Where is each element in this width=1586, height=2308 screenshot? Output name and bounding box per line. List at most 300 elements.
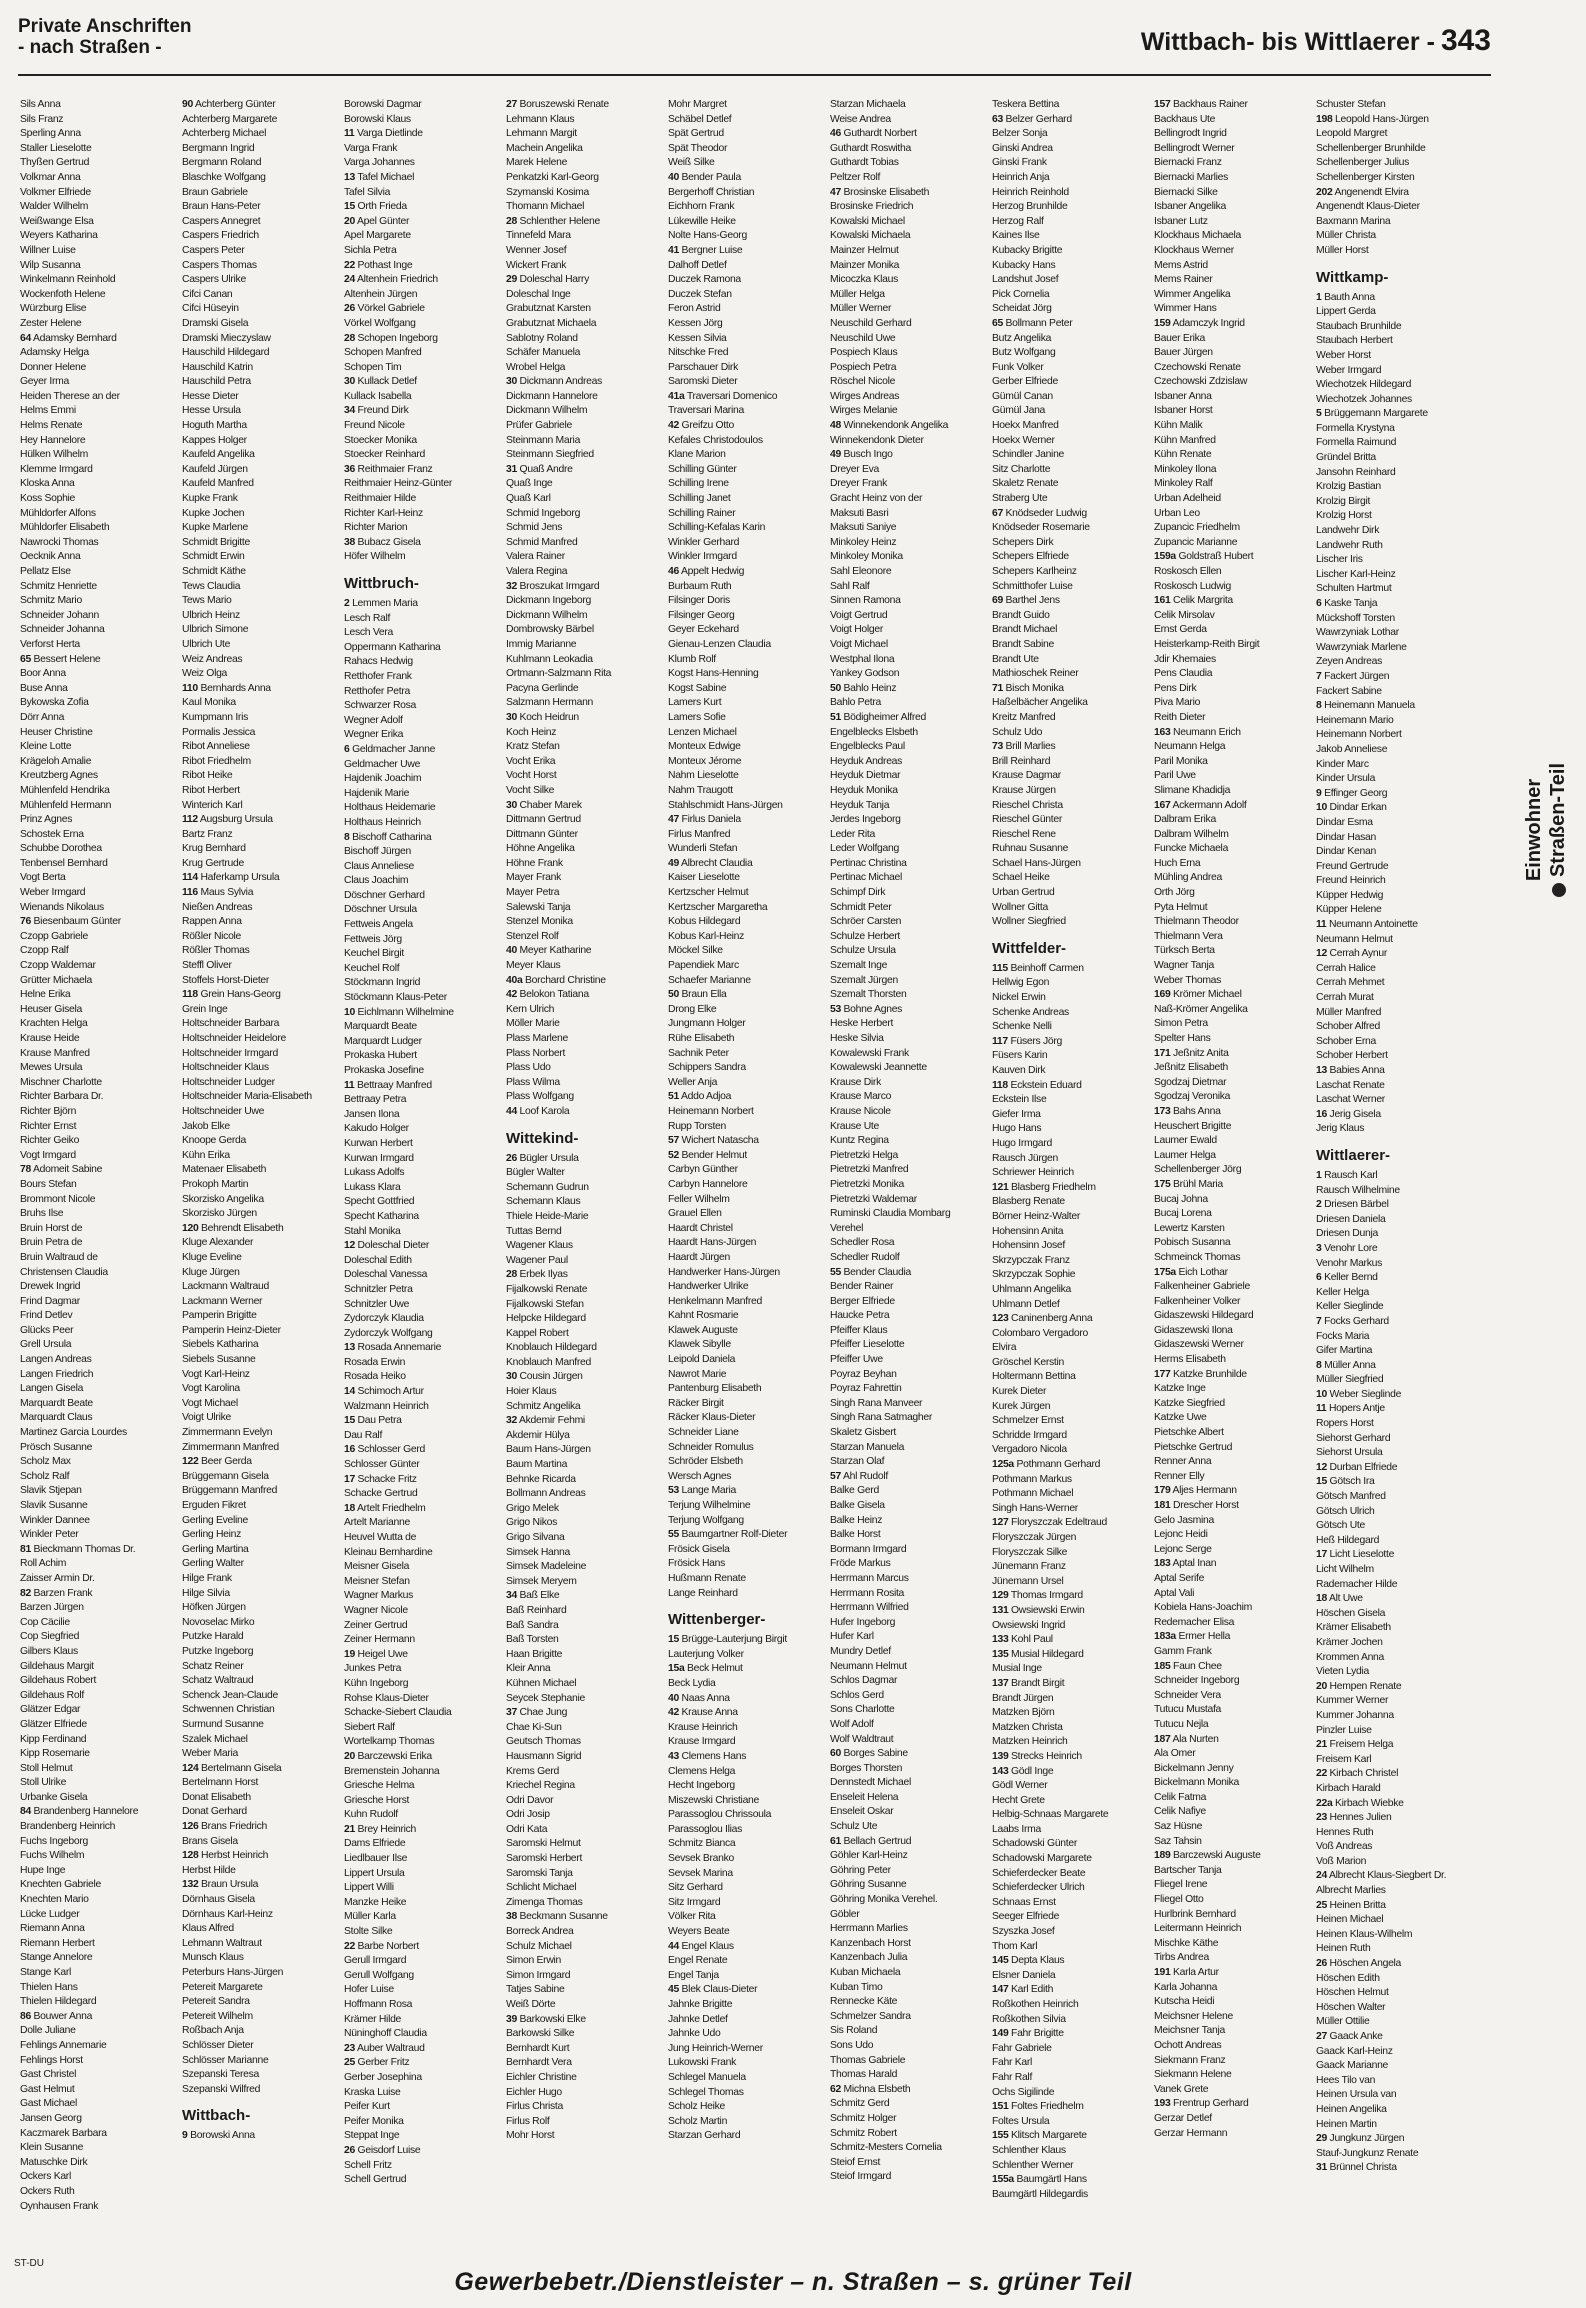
directory-entry: 30 Dickmann Andreas (506, 376, 602, 388)
directory-entry: 189 Barczewski Auguste (1154, 1850, 1261, 1862)
directory-entry: Schemann Klaus (506, 1196, 581, 1208)
directory-entry: Richter Ernst (20, 1120, 77, 1132)
directory-entry: Höschen Gisela (1316, 1607, 1386, 1619)
directory-entry: Lenzen Michael (668, 726, 737, 738)
directory-entry: Herrmann Wilfried (830, 1602, 909, 1614)
directory-entry: Jansen Ilona (344, 1108, 400, 1120)
directory-entry: Müller Siegfried (1316, 1374, 1384, 1386)
directory-entry: Kuhn Rudolf (344, 1809, 398, 1821)
directory-entry: 28 Schopen Ingeborg (344, 332, 438, 344)
directory-entry: Heinrich Anja (992, 171, 1050, 183)
directory-entry: Schmitz Holger (830, 2112, 897, 2124)
house-number: 55 (830, 1266, 841, 1278)
directory-entry: Kobiela Hans-Joachim (1154, 1602, 1252, 1614)
house-number: 169 (1154, 989, 1171, 1001)
directory-entry: Heinen Michael (1316, 1914, 1384, 1926)
directory-entry: Krachten Helga (20, 1018, 88, 1030)
directory-entry: 131 Owsiewski Erwin (992, 1604, 1085, 1616)
directory-entry: 175 Brühl Maria (1154, 1178, 1223, 1190)
directory-entry: Schmelzer Ernst (992, 1415, 1064, 1427)
directory-entry: Voß Andreas (1316, 1841, 1373, 1853)
directory-entry: Carbyn Hannelore (668, 1178, 748, 1190)
directory-entry: Siebels Susanne (182, 1354, 256, 1366)
directory-entry: Slavik Susanne (20, 1500, 88, 1511)
directory-entry: Meisner Gisela (344, 1561, 410, 1573)
directory-entry: Gamm Frank (1154, 1645, 1212, 1657)
house-number: 53 (830, 1003, 841, 1015)
directory-entry: Redemacher Elisa (1154, 1616, 1235, 1628)
directory-entry: 122 Beer Gerda (182, 1456, 252, 1468)
house-number: 116 (182, 887, 198, 899)
directory-entry: Klawek Sibylle (668, 1339, 731, 1351)
directory-entry: 81 Bieckmann Thomas Dr. (20, 1543, 136, 1555)
directory-entry: 78 Adomeit Sabine (20, 1164, 103, 1176)
directory-entry: Weise Andrea (830, 113, 891, 125)
directory-entry: Schulz Michael (506, 1940, 572, 1952)
directory-entry: 118 Grein Hans-Georg (182, 989, 281, 1001)
directory-entry: Thielen Hildegard (20, 1996, 97, 2008)
directory-entry: Schael Hans-Jürgen (992, 857, 1081, 869)
directory-entry: Räcker Birgit (668, 1397, 724, 1409)
directory-entry: Matuschke Dirk (20, 2156, 88, 2168)
house-number: 24 (1316, 1870, 1327, 1882)
directory-entry: Kaiser Lieselotte (668, 872, 740, 884)
directory-entry: Hohensinn Anita (992, 1225, 1064, 1237)
house-number: 57 (830, 1470, 841, 1482)
directory-entry: 135 Musial Hildegard (992, 1648, 1084, 1660)
directory-entry: Weber Irmgard (20, 887, 86, 899)
directory-entry: Hauschild Petra (182, 376, 251, 388)
directory-entry: 26 Höschen Angela (1316, 1958, 1402, 1970)
house-number: 30 (506, 376, 517, 388)
directory-entry: Slavik Stjepan (20, 1485, 82, 1497)
directory-entry: Liedlbauer Ilse (344, 1853, 408, 1865)
directory-entry: Kurwan Irmgard (344, 1152, 414, 1164)
directory-entry: Holtschneider Irmgard (182, 1047, 278, 1059)
directory-entry: 47 Firlus Daniela (668, 814, 741, 826)
directory-entry: Schopen Manfred (344, 347, 422, 359)
directory-entry: Biernacki Silke (1154, 186, 1218, 198)
directory-entry: Gerzar Hermann (1154, 2127, 1228, 2139)
directory-entry: 202 Angenendt Elvira (1316, 186, 1409, 198)
directory-entry: Giefer Irma (992, 1108, 1041, 1120)
directory-entry: Krug Gertrude (182, 857, 244, 869)
directory-entry: Helpcke Hildegard (506, 1313, 586, 1325)
directory-entry: Kloska Anna (20, 478, 75, 490)
house-number: 38 (506, 1911, 517, 1923)
directory-entry: Krolzig Birgit (1316, 495, 1371, 507)
directory-entry: Tafel Silvia (344, 186, 391, 198)
directory-entry: Kleinau Bernhardine (344, 1546, 433, 1558)
directory-entry: Sils Anna (20, 99, 61, 110)
directory-entry: Laschat Renate (1316, 1079, 1385, 1091)
house-number: 15 (668, 1634, 679, 1646)
directory-entry: Holthaus Heidemarie (344, 802, 436, 814)
directory-entry: Krause Manfred (20, 1047, 90, 1059)
house-number: 129 (992, 1590, 1009, 1602)
directory-entry: Baum Hans-Jürgen (506, 1444, 591, 1456)
directory-entry: 26 Bügler Ursula (506, 1152, 579, 1164)
directory-entry: Neumann Helmut (830, 1660, 907, 1672)
directory-entry: Winterich Karl (182, 799, 243, 811)
house-number: 61 (830, 1835, 841, 1847)
directory-entry: Gerzar Detlef (1154, 2112, 1212, 2124)
street-heading: Wittkamp- (1316, 268, 1389, 286)
directory-entry: Wolf Adolf (830, 1718, 874, 1730)
directory-entry: Richter Barbara Dr. (20, 1091, 104, 1103)
directory-entry: Borreck Andrea (506, 1926, 574, 1938)
directory-entry: Winkler Peter (20, 1529, 79, 1541)
house-number: 29 (1316, 2133, 1327, 2145)
directory-entry: Hees Tilo van (1316, 2074, 1376, 2086)
house-number: 114 (182, 872, 198, 884)
directory-entry: Simon Erwin (506, 1955, 562, 1967)
directory-entry: Schael Heike (992, 872, 1050, 884)
directory-entry: Freund Gertrude (1316, 860, 1389, 872)
directory-entry: Borowski Klaus (344, 113, 411, 125)
directory-entry: Lackmann Werner (182, 1295, 263, 1307)
directory-entry: Hupe Inge (20, 1864, 66, 1876)
directory-entry: Roßkothen Heinrich (992, 1999, 1079, 2010)
directory-entry: Parassoglou Ilias (668, 1823, 743, 1835)
directory-entry: Willner Luise (20, 244, 76, 256)
directory-entry: Schmidt Erwin (182, 551, 245, 563)
house-number: 13 (344, 171, 355, 183)
directory-entry: Dickmann Hannelore (506, 390, 598, 402)
directory-entry: Kessen Silvia (668, 332, 727, 344)
directory-entry: Jahnke Udo (668, 2028, 721, 2040)
directory-entry: Langen Andreas (20, 1354, 92, 1366)
directory-entry: Enseleit Helena (830, 1791, 899, 1803)
directory-entry: Höhne Angelika (506, 843, 575, 855)
house-number: 1 (1316, 291, 1322, 303)
directory-entry: Erguden Fikret (182, 1500, 246, 1511)
directory-entry: 86 Bouwer Anna (20, 2010, 93, 2022)
directory-entry: Walder Wilhelm (20, 201, 89, 213)
house-number: 16 (1316, 1108, 1327, 1120)
directory-entry: Eichhorn Frank (668, 201, 735, 213)
directory-entry: 61 Bellach Gertrud (830, 1835, 912, 1847)
directory-entry: 50 Bahlo Heinz (830, 682, 897, 694)
house-number: 117 (992, 1035, 1008, 1047)
house-number: 49 (830, 449, 841, 461)
directory-entry: Tews Claudia (182, 580, 241, 592)
directory-entry: 13 Tafel Michael (344, 171, 415, 183)
directory-entry: Hurlbrink Bernhard (1154, 1908, 1236, 1920)
directory-entry: Dolle Juliane (20, 2025, 76, 2037)
directory-entry: Haardt Christel (668, 1222, 733, 1234)
directory-entry: Mathioschek Reiner (992, 668, 1079, 680)
directory-entry: Katzke Siegfried (1154, 1397, 1225, 1409)
directory-entry: Lange Reinhard (668, 1587, 738, 1599)
directory-entry: 30 Cousin Jürgen (506, 1371, 583, 1383)
directory-entry: Richter Marion (344, 522, 408, 534)
house-number: 10 (1316, 1388, 1327, 1400)
directory-entry: Jakob Elke (182, 1120, 230, 1132)
directory-entry: Terjung Wolfgang (668, 1514, 744, 1526)
directory-entry: Fahr Karl (992, 2057, 1033, 2069)
directory-entry: Stange Karl (20, 1967, 71, 1978)
directory-entry: Herzog Ralf (992, 215, 1044, 227)
directory-entry: Wagner Tanja (1154, 960, 1214, 972)
directory-entry: Pietschke Albert (1154, 1427, 1224, 1439)
directory-entry: Tutucu Mustafa (1154, 1704, 1222, 1716)
directory-entry: Floryszczak Jürgen (992, 1532, 1077, 1543)
directory-entry: Holtschneider Uwe (182, 1105, 265, 1117)
directory-entry: Westphal Ilona (830, 653, 895, 665)
directory-entry: Jeßnitz Elisabeth (1154, 1062, 1229, 1074)
directory-entry: Schober Herbert (1316, 1050, 1388, 1062)
house-number: 12 (344, 1240, 355, 1252)
side-label-line1: Einwohner (1523, 778, 1545, 882)
directory-entry: 63 Belzer Gerhard (992, 113, 1072, 125)
directory-entry: Dramski Mieczyslaw (182, 332, 271, 344)
directory-entry: 15 Dau Petra (344, 1415, 402, 1427)
directory-entry: Lejonc Heidi (1154, 1529, 1208, 1541)
directory-entry: 51 Addo Adjoa (668, 1091, 732, 1103)
directory-entry: Klumb Rolf (668, 653, 716, 665)
directory-entry: 10 Eichlmann Wilhelmine (344, 1006, 454, 1018)
directory-entry: Fuchs Wilhelm (20, 1850, 85, 1862)
directory-entry: Weißwange Elsa (20, 215, 94, 227)
directory-entry: Grütter Michaela (20, 974, 93, 986)
directory-entry: Heinen Ruth (1316, 1943, 1371, 1955)
directory-entry: Nawrot Marie (668, 1368, 727, 1380)
directory-entry: Balke Gerd (830, 1485, 879, 1497)
directory-entry: Kipp Ferdinand (20, 1733, 87, 1745)
directory-entry: 69 Barthel Jens (992, 595, 1060, 607)
directory-entry: 183a Ermer Hella (1154, 1631, 1231, 1643)
directory-entry: 76 Biesenbaum Günter (20, 916, 121, 928)
directory-entry: Röschel Nicole (830, 376, 896, 388)
directory-entry: Herrmann Rosita (830, 1587, 905, 1599)
directory-entry: Retthofer Petra (344, 685, 410, 697)
directory-entry: Holtschneider Maria-Elisabeth (182, 1091, 312, 1103)
directory-entry: Hilge Silvia (182, 1587, 230, 1599)
directory-entry: Caspers Friedrich (182, 230, 259, 242)
directory-entry: Schilling Günter (668, 463, 737, 475)
directory-entry: 151 Foltes Friedhelm (992, 2101, 1084, 2113)
house-number: 143 (992, 1765, 1009, 1777)
house-number: 25 (344, 2057, 355, 2069)
directory-entry: Bettraay Petra (344, 1094, 407, 1106)
directory-entry: Staubach Herbert (1316, 335, 1393, 347)
directory-entry: Schlegel Thomas (668, 2086, 744, 2098)
house-number: 15 (1316, 1476, 1327, 1488)
directory-entry: 65 Bollmann Peter (992, 317, 1073, 329)
directory-entry: Engelblecks Elsbeth (830, 726, 918, 738)
directory-entry: Haardt Jürgen (668, 1251, 730, 1263)
directory-entry: Krause Ute (830, 1120, 879, 1132)
directory-entry: Petereit Wilhelm (182, 2010, 253, 2022)
directory-entry: 29 Jungkunz Jürgen (1316, 2133, 1405, 2145)
directory-entry: Brüggemann Gisela (182, 1470, 269, 1482)
directory-entry: Kaufeld Angelika (182, 449, 255, 461)
directory-entry: Sachnik Peter (668, 1047, 729, 1059)
directory-entry: Guthardt Tobias (830, 157, 899, 169)
directory-entry: 60 Borges Sabine (830, 1748, 908, 1760)
directory-entry: Szemalt Jürgen (830, 974, 898, 986)
directory-entry: Ochs Sigilinde (992, 2086, 1055, 2098)
directory-entry: Singh Rana Satmagher (830, 1412, 933, 1424)
directory-entry: Czopp Ralf (20, 945, 69, 957)
house-number: 122 (182, 1456, 199, 1468)
directory-entry: Belzer Sonja (992, 128, 1048, 140)
directory-entry: 10 Dindar Erkan (1316, 802, 1387, 814)
directory-entry: Laabs Irma (992, 1823, 1041, 1835)
directory-entry: 121 Blasberg Friedhelm (992, 1181, 1096, 1193)
directory-entry: Schnitzler Uwe (344, 1298, 410, 1310)
directory-entry: Handwerker Hans-Jürgen (668, 1266, 780, 1278)
directory-entry: Dörr Anna (20, 711, 65, 723)
directory-entry: Jünemann Franz (992, 1561, 1066, 1573)
directory-entry: Vergadoro Nicola (992, 1444, 1067, 1456)
directory-entry: Pfeiffer Klaus (830, 1324, 888, 1336)
directory-entry: Urban Adelheid (1154, 493, 1221, 505)
directory-entry: Sevsek Branko (668, 1853, 734, 1865)
house-number: 139 (992, 1750, 1009, 1762)
directory-entry: 15 Brügge-Lauterjung Birgit (668, 1634, 787, 1646)
directory-entry: Landshut Josef (992, 274, 1059, 286)
directory-entry: Duczek Stefan (668, 288, 732, 300)
directory-entry: Cifci Canan (182, 288, 233, 300)
house-number: 10 (344, 1006, 355, 1018)
directory-entry: Weber Horst (1316, 349, 1371, 361)
directory-entry: 39 Barkowski Elke (506, 2013, 586, 2025)
directory-entry: Schadowski Günter (992, 1838, 1077, 1850)
directory-entry: Dickmann Ingeborg (506, 595, 592, 607)
directory-entry: Vogt Irmgard (20, 1149, 76, 1161)
directory-entry: Keller Helga (1316, 1286, 1370, 1298)
directory-entry: Scholz Ralf (20, 1470, 70, 1482)
directory-entry: Ochott Andreas (1154, 2039, 1222, 2051)
directory-entry: Engel Tanja (668, 1969, 719, 1981)
directory-entry: Cop Cäcilie (20, 1616, 70, 1628)
directory-entry: Wagener Paul (506, 1254, 568, 1266)
directory-entry: Wickert Frank (506, 259, 567, 271)
directory-entry: Stolte Silke (344, 1926, 393, 1938)
directory-entry: Dams Elfriede (344, 1838, 406, 1850)
directory-entry: Kühn Malik (1154, 420, 1203, 432)
directory-entry: Adamsky Helga (20, 347, 89, 359)
directory-entry: Verehel (830, 1222, 864, 1234)
directory-entry: 8 Bischoff Catharina (344, 831, 432, 843)
directory-entry: Saromski Tanja (506, 1867, 573, 1879)
directory-entry: Bickelmann Jenny (1154, 1762, 1234, 1774)
directory-entry: Heisterkamp-Reith Birgit (1154, 638, 1260, 650)
directory-entry: 44 Loof Karola (506, 1105, 570, 1117)
directory-entry: Pyta Helmut (1154, 901, 1208, 913)
directory-entry: Elsner Daniela (992, 1969, 1056, 1981)
directory-entry: Simsek Hanna (506, 1546, 570, 1558)
directory-entry: Fliegel Otto (1154, 1894, 1204, 1906)
house-number: 163 (1154, 726, 1171, 738)
directory-entry: Heuschert Brigitte (1154, 1120, 1232, 1132)
directory-entry: 13 Rosada Annemarie (344, 1342, 442, 1354)
directory-entry: Kurwan Herbert (344, 1137, 413, 1149)
directory-entry: Frösick Hans (668, 1558, 726, 1570)
directory-entry: Gienau-Lenzen Claudia (668, 638, 771, 650)
directory-entry: Scholz Heike (668, 2101, 726, 2113)
directory-entry: Klockhaus Werner (1154, 244, 1234, 256)
directory-entry: Rieschel Christa (992, 799, 1063, 811)
directory-entry: 167 Ackermann Adolf (1154, 799, 1247, 811)
directory-entry: Papendiek Marc (668, 960, 739, 972)
directory-entry: 84 Brandenberg Hannelore (20, 1806, 139, 1818)
directory-entry: 34 Baß Elke (506, 1590, 560, 1602)
directory-entry: Zeyen Andreas (1316, 656, 1382, 668)
directory-entry: Paril Uwe (1154, 770, 1196, 782)
directory-entry: Bickelmann Monika (1154, 1777, 1239, 1789)
directory-entry: 5 Brüggemann Margarete (1316, 408, 1428, 420)
directory-entry: Mühling Andrea (1154, 872, 1223, 884)
directory-entry: Fehlings Annemarie (20, 2039, 107, 2051)
directory-entry: Gerull Irmgard (344, 1955, 407, 1967)
directory-entry: 57 Wichert Natascha (668, 1135, 759, 1147)
directory-entry: Jansohn Reinhard (1316, 466, 1396, 478)
directory-entry: Pacyna Gerlinde (506, 682, 579, 694)
house-number: 24 (344, 274, 355, 286)
directory-entry: 40 Meyer Katharine (506, 945, 592, 957)
directory-entry: Winkelmann Reinhold (20, 274, 116, 286)
directory-entry: Voigt Gertrud (830, 609, 888, 621)
directory-entry: Buse Anna (20, 682, 68, 694)
directory-entry: Leitermann Heinrich (1154, 1923, 1242, 1935)
directory-entry: Drong Elke (668, 1003, 717, 1015)
directory-entry: Scholz Max (20, 1456, 71, 1468)
directory-entry: Krause Irmgard (668, 1736, 736, 1748)
directory-entry: Bergmann Ingrid (182, 142, 255, 154)
directory-entry: Krämer Jochen (1316, 1636, 1383, 1648)
directory-entry: Urbanke Gisela (20, 1791, 88, 1803)
house-number: 7 (1316, 670, 1322, 682)
directory-entry: Kowalewski Jeannette (830, 1062, 927, 1074)
directory-entry: Hußmann Renate (668, 1572, 746, 1584)
directory-entry: 161 Celik Margrita (1154, 595, 1233, 607)
directory-entry: Lippert Gerda (1316, 306, 1376, 318)
directory-entry: Heinrich Reinhold (992, 186, 1069, 198)
directory-entry: Uhlmann Angelika (992, 1283, 1071, 1295)
directory-entry: Hugo Hans (992, 1123, 1042, 1135)
directory-entry: 41a Traversari Domenico (668, 390, 778, 402)
directory-entry: 118 Eckstein Eduard (992, 1079, 1082, 1091)
directory-entry: Staubach Brunhilde (1316, 320, 1402, 332)
directory-entry: Keuchel Birgit (344, 948, 404, 960)
house-number: 133 (992, 1634, 1009, 1646)
directory-entry: Füsers Karin (992, 1050, 1048, 1062)
directory-entry: Ribot Heike (182, 770, 233, 782)
directory-entry: Thielmann Theodor (1154, 916, 1239, 928)
directory-entry: Hauschild Katrin (182, 361, 253, 373)
directory-entry: Kogst Hans-Henning (668, 668, 759, 680)
house-number: 167 (1154, 799, 1171, 811)
directory-entry: Stahlschmidt Hans-Jürgen (668, 799, 783, 811)
directory-entry: Glücks Peer (20, 1324, 74, 1336)
house-number: 69 (992, 595, 1003, 607)
directory-entry: Kanzenbach Julia (830, 1952, 908, 1964)
directory-entry: Dindar Hasan (1316, 831, 1376, 843)
directory-entry: Engel Renate (668, 1955, 728, 1967)
directory-entry: Ulbrich Ute (182, 638, 231, 650)
directory-entry: 30 Kullack Detlef (344, 376, 417, 388)
house-number: 124 (182, 1762, 199, 1774)
house-number: 6 (1316, 598, 1322, 609)
house-number: 26 (344, 303, 355, 315)
directory-entry: 31 Quaß Andre (506, 463, 573, 475)
directory-entry: Kertzscher Helmut (668, 887, 749, 899)
directory-entry: Renner Elly (1154, 1470, 1205, 1482)
directory-entry: Kubacky Brigitte (992, 244, 1063, 256)
